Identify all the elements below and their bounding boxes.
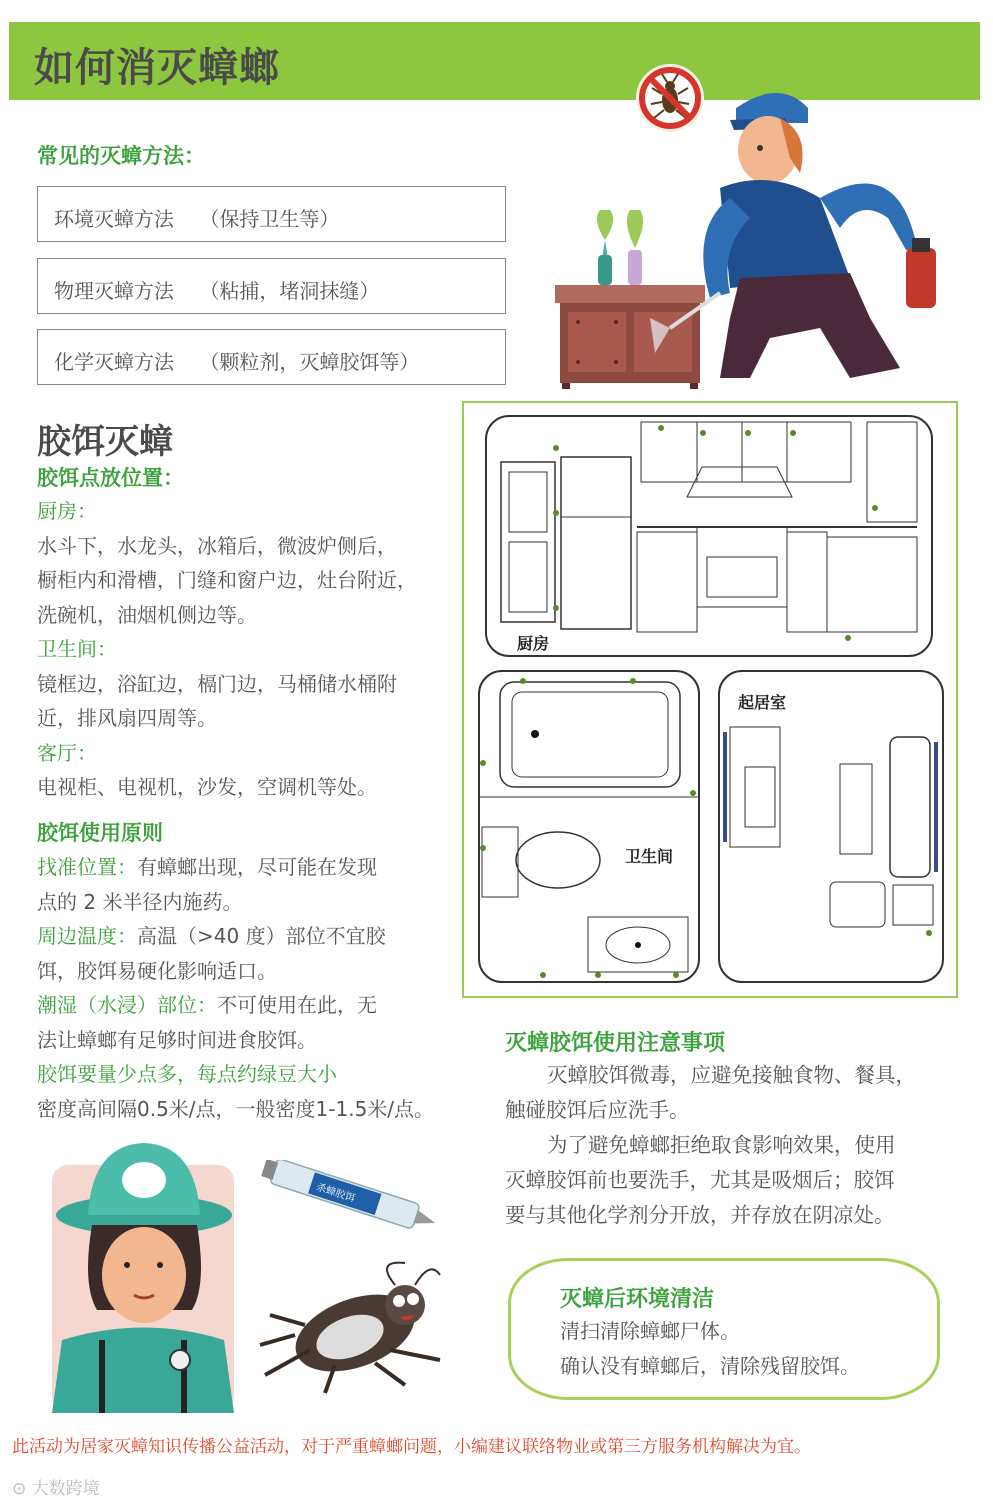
syringe-label: 杀蟑胶饵 xyxy=(314,1181,357,1205)
principle-text: 高温（>40 度）部位不宜胶 xyxy=(137,924,386,948)
syringe-illustration xyxy=(258,1160,443,1240)
living-drawing xyxy=(720,672,942,981)
method-box xyxy=(37,329,506,385)
bathroom-label: 卫生间 xyxy=(625,847,674,866)
bathroom-room xyxy=(478,670,700,983)
bathroom-line: 近，排风扇四周等。 xyxy=(37,706,217,730)
cleanup-line: 清扫清除蟑螂尸体。 xyxy=(560,1319,740,1343)
principle-green: 胶饵要量少点多，每点约绿豆大小 xyxy=(37,1062,337,1086)
exterminator-illustration xyxy=(650,78,960,390)
bathroom-drawing xyxy=(480,672,698,981)
method-name: 化学灭蟑方法 xyxy=(54,350,174,374)
kitchen-line: 水斗下，水龙头，冰箱后，微波炉侧后， xyxy=(37,533,397,558)
living-label: 客厅： xyxy=(37,740,97,765)
kitchen-line: 橱柜内和滑槽，门缝和窗户边，灶台附近， xyxy=(37,568,417,592)
method-name: 环境灭蟑方法 xyxy=(54,207,174,231)
caution-line: 要与其他化学剂分开放，并存放在阴凉处。 xyxy=(505,1203,895,1227)
dead-cockroach-illustration xyxy=(255,1255,455,1395)
method-detail: （颗粒剂，灭蟑胶饵等） xyxy=(199,350,420,374)
bait-dot xyxy=(553,445,559,451)
placement-list xyxy=(37,494,457,805)
principles-heading: 胶饵使用原则 xyxy=(37,821,163,845)
placement-heading: 胶饵点放位置： xyxy=(37,466,184,490)
cleanup-heading: 灭蟑后环境清洁 xyxy=(560,1287,715,1312)
living-room xyxy=(718,670,944,983)
living-line: 电视柜、电视机，沙发，空调机等处。 xyxy=(37,775,377,799)
bait-dot xyxy=(790,430,796,436)
bait-dot xyxy=(630,678,636,684)
kitchen-line: 洗碗机，油烟机侧边等。 xyxy=(37,602,257,627)
worker-illustration xyxy=(52,1135,234,1413)
caution-line: 灭蟑胶饵前也要洗手，尤其是吸烟后；胶饵 xyxy=(505,1168,895,1192)
watermark-logo-icon: ⊙ xyxy=(12,1479,32,1499)
principle-text: 密度高间隔0.5米/点，一般密度1-1.5米/点。 xyxy=(37,1096,435,1121)
bait-dot xyxy=(700,430,706,436)
principle-text: 不可使用在此，无 xyxy=(217,993,377,1017)
cautions-text xyxy=(505,1058,950,1233)
principle-label: 找准位置： xyxy=(37,855,137,879)
principle-text: 饵，胶饵易硬化影响适口。 xyxy=(37,958,277,983)
bait-dot xyxy=(673,972,679,978)
method-box xyxy=(37,186,506,242)
bait-dot xyxy=(595,972,601,978)
bait-dot xyxy=(520,678,526,684)
bait-dot xyxy=(480,760,486,766)
method-detail: （保持卫生等） xyxy=(199,207,340,231)
bait-dot xyxy=(872,505,878,511)
principle-text: 法让蟑螂有足够时间进食胶饵。 xyxy=(37,1027,317,1052)
page-title: 如何消灭蟑螂 xyxy=(34,45,280,91)
bathroom-label: 卫生间： xyxy=(37,637,117,661)
method-name: 物理灭蟑方法 xyxy=(54,279,174,303)
principle-text: 有蟑螂出现，尽可能在发现 xyxy=(137,855,377,879)
cautions-heading: 灭蟑胶饵使用注意事项 xyxy=(505,1031,726,1056)
bathroom-line: 镜框边，浴缸边，槅门边，马桶储水桶附 xyxy=(37,671,397,696)
method-box xyxy=(37,258,506,314)
kitchen-label: 厨房： xyxy=(37,499,97,523)
watermark-text: 大数跨境 xyxy=(31,1479,100,1499)
principle-text: 点的 2 米半径内施药。 xyxy=(37,889,243,914)
bait-dot xyxy=(480,845,486,851)
footer-note: 此活动为居家灭蟑知识传播公益活动，对于严重蟑螂问题，小编建议联络物业或第三方服务机构解决为宜。 xyxy=(12,1437,811,1457)
caution-line: 为了避免蟑螂拒绝取食影响效果，使用 xyxy=(547,1133,896,1157)
watermark xyxy=(12,1474,100,1499)
bait-dot xyxy=(690,790,696,796)
bait-dot xyxy=(658,425,664,431)
bait-dot xyxy=(745,430,751,436)
kitchen-drawing xyxy=(487,417,931,655)
kitchen-label: 厨房 xyxy=(517,634,550,653)
caution-line: 灭蟑胶饵微毒，应避免接触食物、餐具， xyxy=(547,1063,916,1087)
common-methods-heading: 常见的灭蟑方法： xyxy=(37,144,205,168)
bait-dot xyxy=(540,972,546,978)
bait-dot xyxy=(553,605,559,611)
cleanup-line: 确认没有蟑螂后，清除残留胶饵。 xyxy=(560,1354,860,1378)
principle-label: 潮湿（水浸）部位： xyxy=(37,993,217,1017)
bait-dot xyxy=(845,635,851,641)
bait-dot xyxy=(553,510,559,516)
principle-label: 周边温度： xyxy=(37,924,137,948)
kitchen-room xyxy=(485,415,933,657)
bait-dot xyxy=(926,930,932,936)
caution-line: 触碰胶饵后应洗手。 xyxy=(505,1098,690,1122)
method-detail: （粘捕，堵洞抹缝） xyxy=(199,279,380,303)
principles-list xyxy=(37,850,467,1126)
bait-title: 胶饵灭蟑 xyxy=(37,422,173,462)
living-label: 起居室 xyxy=(738,693,787,712)
